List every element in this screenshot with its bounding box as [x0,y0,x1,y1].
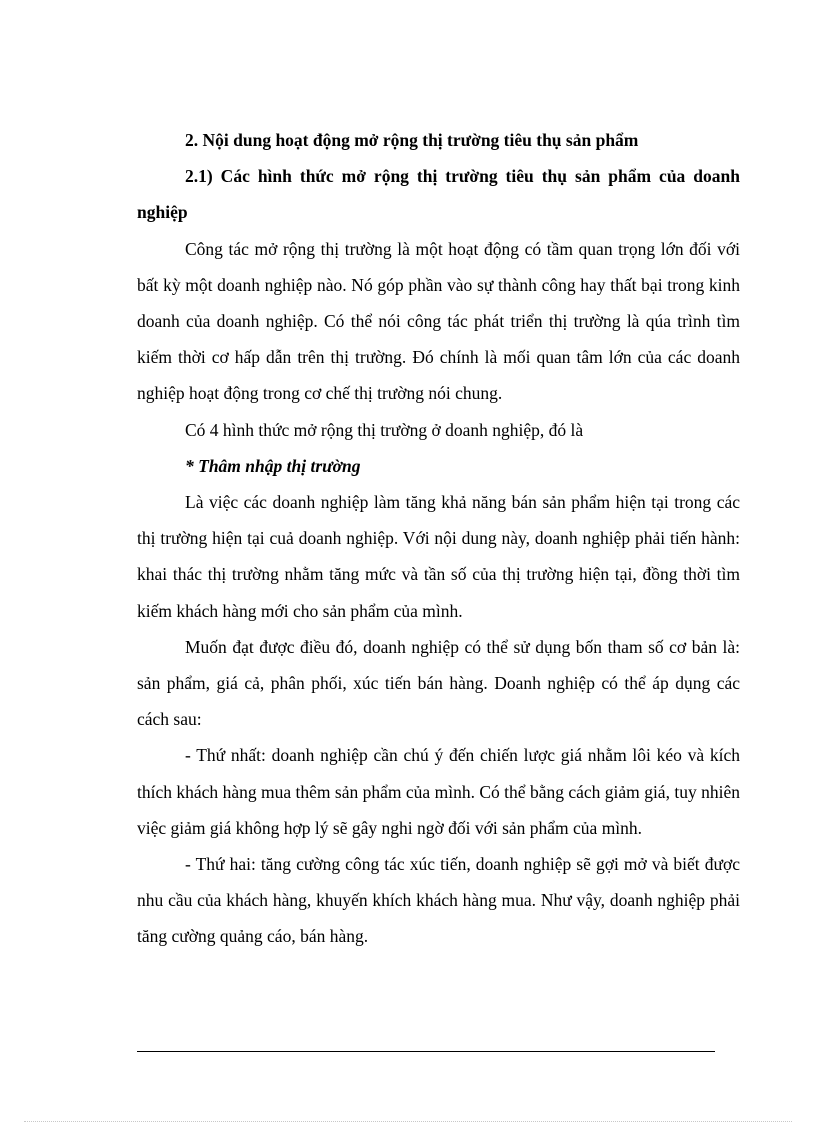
body-paragraph-4: Muốn đạt được điều đó, doanh nghiệp có thể sử dụng bốn tham số cơ bản là: sản phẩm, giá cả, phân phối, xúc tiến bán hàng. Doanh nghiệp có thể áp dụng các cách sau: [137,636,740,730]
section-heading: 2. Nội dung hoạt động mở rộng thị trường tiêu thụ sản phẩm [185,130,639,150]
footer-rule [137,1051,715,1052]
body-paragraph-3: Là việc các doanh nghiệp làm tăng khả năng bán sản phẩm hiện tại trong các thị trường hiện tại cuả doanh nghiệp. Với nội dung này, doanh nghiệp phải tiến hành: khai thác thị trường nhằm tăng mức và tần số của thị trường hiện tại, đồng thời tìm kiếm khách hàng mới cho sản phẩm của mình. [137,492,740,621]
document-body [137,122,740,955]
body-paragraph-6: - Thứ hai: tăng cường công tác xúc tiến, doanh nghiệp sẽ gợi mở và biết được nhu cầu của khách hàng, khuyến khích khách hàng mua. Như vậy, doanh nghiệp phải tăng cường quảng cáo, bán hàng. [137,854,740,947]
subsection-heading: 2.1) Các hình thức mở rộng thị trường tiêu thụ sản phẩm của doanh nghiệp [137,166,740,223]
body-paragraph-1: Công tác mở rộng thị trường là một hoạt động có tầm quan trọng lớn đối với bất kỳ một doanh nghiệp nào. Nó góp phần vào sự thành công hay thất bại trong kinh doanh của doanh nghiệp. Có thể nói công tác phát triển thị trường là qúa trình tìm kiếm thời cơ hấp dẫn trên thị trường. Đó chính là mối quan tâm lớn của các doanh nghiệp hoạt động trong cơ chế thị trường nói chung. [137,238,740,404]
body-paragraph-5: - Thứ nhất: doanh nghiệp cần chú ý đến chiến lược giá nhằm lôi kéo và kích thích khách hàng mua thêm sản phẩm của mình. Có thể bằng cách giảm giá, tuy nhiên việc giảm giá không hợp lý sẽ gây nghi ngờ đối với sản phẩm của mình. [137,745,740,838]
page-edge-divider [24,1121,792,1122]
body-paragraph-2: Có 4 hình thức mở rộng thị trường ở doanh nghiệp, đó là [185,419,584,440]
section-title-market-penetration: * Thâm nhập thị trường [185,455,361,476]
